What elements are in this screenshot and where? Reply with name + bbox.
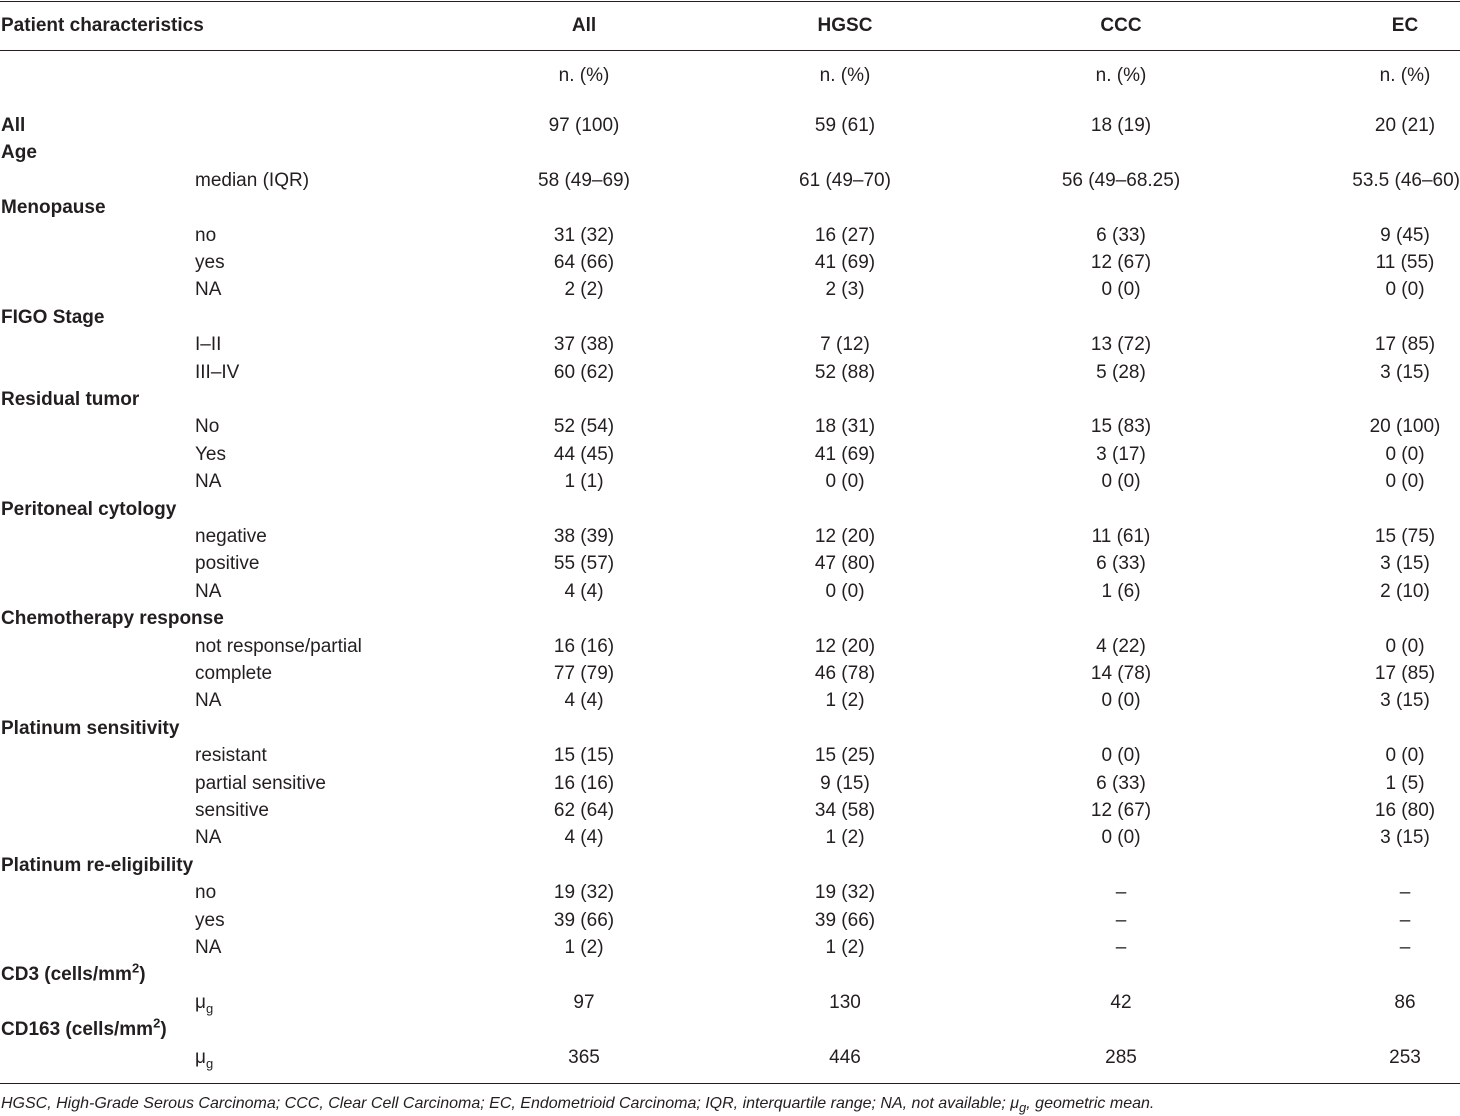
footnote-text: HGSC, High-Grade Serous Carcinoma; CCC, Clear Cell Carcinoma; EC, Endometrioid Carcinoma; IQR, interquartile range; NA, not available; μ bbox=[1, 1095, 1020, 1112]
group-row bbox=[0, 139, 1460, 167]
cell-ccc: 18 (19) bbox=[1090, 115, 1152, 136]
cell-ec: 0 (0) bbox=[1385, 471, 1425, 493]
row-label bbox=[195, 797, 269, 825]
cell-hgsc: 19 (32) bbox=[814, 882, 876, 904]
header-rule bbox=[0, 50, 1460, 51]
row-label-text: NA bbox=[195, 690, 222, 712]
table-row bbox=[0, 276, 1460, 304]
cell-all: 97 (100) bbox=[548, 115, 620, 136]
table-header bbox=[0, 12, 1460, 40]
row-label bbox=[195, 441, 226, 469]
group-label bbox=[1, 139, 37, 167]
cell-all: 97 bbox=[573, 991, 595, 1013]
group-label bbox=[1, 194, 106, 222]
cell-ccc: 4 (22) bbox=[1096, 635, 1146, 657]
table-row bbox=[0, 468, 1460, 496]
cell-ccc: 0 (0) bbox=[1101, 279, 1141, 301]
cell-ccc: 1 (6) bbox=[1101, 580, 1141, 602]
cell-all: 77 (79) bbox=[553, 663, 615, 684]
cell-ccc: 6 (33) bbox=[1096, 553, 1146, 575]
cell-ccc: 0 (0) bbox=[1101, 827, 1141, 849]
cell-all: 52 (54) bbox=[553, 416, 615, 438]
row-label bbox=[195, 633, 362, 661]
cell-all: 44 (45) bbox=[553, 443, 615, 465]
row-label-text: μ bbox=[195, 1046, 206, 1068]
group-label bbox=[1, 112, 25, 140]
row-label-end: ) bbox=[139, 964, 146, 986]
cell-ccc: 285 bbox=[1105, 1046, 1137, 1068]
cell-ccc: 6 (33) bbox=[1096, 772, 1146, 794]
row-label-text: no bbox=[195, 224, 217, 246]
row-label-text: NA bbox=[195, 827, 222, 849]
cell-hgsc: 59 (61) bbox=[814, 115, 876, 136]
row-label bbox=[195, 907, 225, 935]
cell-all: 31 (32) bbox=[553, 224, 615, 246]
cell-ccc: 0 (0) bbox=[1101, 690, 1141, 712]
cell-all: 1 (2) bbox=[564, 937, 604, 958]
cell-all: 38 (39) bbox=[553, 526, 615, 547]
cell-all: 60 (62) bbox=[553, 361, 615, 383]
table-row bbox=[0, 660, 1460, 688]
row-label bbox=[195, 1044, 213, 1072]
row-label bbox=[195, 222, 216, 250]
cell-hgsc: 1 (2) bbox=[825, 937, 865, 958]
table-footnote bbox=[1, 1094, 1154, 1114]
group-row bbox=[0, 605, 1460, 633]
cell-all: 58 (49–69) bbox=[538, 169, 630, 191]
row-label-text: FIGO Stage bbox=[1, 306, 105, 328]
cell-ec: 0 (0) bbox=[1385, 443, 1425, 465]
cell-ccc: 56 (49–68.25) bbox=[1061, 169, 1181, 191]
row-label-superscript: 2 bbox=[131, 961, 140, 977]
cell-hgsc: 7 (12) bbox=[820, 334, 870, 356]
cell-all: 15 (15) bbox=[553, 745, 615, 767]
cell-hgsc: 130 bbox=[829, 991, 861, 1013]
subheader-ec: n. (%) bbox=[1379, 65, 1431, 86]
row-label-text: median (IQR) bbox=[195, 169, 310, 191]
cell-ec: 0 (0) bbox=[1385, 279, 1425, 301]
row-label-text: Chemotherapy response bbox=[1, 608, 224, 630]
table-row bbox=[0, 934, 1460, 962]
row-label-text: resistant bbox=[195, 745, 267, 767]
cell-hgsc: 0 (0) bbox=[825, 580, 865, 602]
cell-ec: 3 (15) bbox=[1380, 361, 1430, 383]
row-label-text: complete bbox=[195, 663, 273, 684]
cell-hgsc: 15 (25) bbox=[814, 745, 876, 767]
subheader-row bbox=[0, 62, 1460, 90]
cell-ec: 3 (15) bbox=[1380, 553, 1430, 575]
header-col-hgsc: HGSC bbox=[817, 15, 873, 36]
cell-ccc: 5 (28) bbox=[1096, 361, 1146, 383]
row-label bbox=[195, 331, 221, 359]
cell-ec: 0 (0) bbox=[1385, 635, 1425, 657]
header-col-ccc: CCC bbox=[1100, 15, 1142, 36]
cell-ec: 20 (21) bbox=[1374, 115, 1436, 136]
table-row bbox=[0, 907, 1460, 935]
table-row bbox=[0, 441, 1460, 469]
cell-all: 16 (16) bbox=[553, 772, 615, 794]
subheader-ccc: n. (%) bbox=[1095, 65, 1147, 86]
cell-hgsc: 39 (66) bbox=[814, 909, 876, 931]
table-row bbox=[0, 989, 1460, 1017]
cell-ec: – bbox=[1399, 882, 1411, 904]
group-row bbox=[0, 112, 1460, 140]
row-label bbox=[195, 550, 259, 578]
footnote-text-end: , geometric mean. bbox=[1026, 1095, 1155, 1112]
cell-ccc: – bbox=[1115, 937, 1127, 958]
row-label-text: NA bbox=[195, 580, 222, 602]
row-label bbox=[195, 413, 219, 441]
cell-hgsc: 47 (80) bbox=[814, 553, 876, 575]
row-label bbox=[195, 660, 272, 688]
row-label-text: All bbox=[1, 115, 26, 136]
row-label bbox=[195, 742, 267, 770]
row-label-text: Menopause bbox=[1, 197, 106, 219]
cell-ec: 15 (75) bbox=[1374, 526, 1436, 547]
cell-all: 39 (66) bbox=[553, 909, 615, 931]
group-row bbox=[0, 304, 1460, 332]
cell-ec: 86 bbox=[1394, 991, 1416, 1013]
cell-hgsc: 34 (58) bbox=[814, 800, 876, 821]
cell-all: 1 (1) bbox=[564, 471, 604, 493]
cell-ec: – bbox=[1399, 937, 1411, 958]
table-row bbox=[0, 331, 1460, 359]
table-row bbox=[0, 550, 1460, 578]
row-label bbox=[195, 687, 221, 715]
cell-ec: 253 bbox=[1389, 1046, 1421, 1068]
group-label bbox=[1, 715, 179, 743]
cell-hgsc: 52 (88) bbox=[814, 361, 876, 383]
cell-ec: 3 (15) bbox=[1380, 690, 1430, 712]
cell-ec: 16 (80) bbox=[1374, 800, 1436, 821]
table-row bbox=[0, 167, 1460, 195]
row-label-text: CD163 (cells/mm bbox=[1, 1019, 154, 1041]
cell-ccc: 14 (78) bbox=[1090, 663, 1152, 684]
cell-all: 4 (4) bbox=[564, 827, 604, 849]
table-row bbox=[0, 578, 1460, 606]
row-label-text: μ bbox=[195, 991, 206, 1013]
table-bottom-rule bbox=[0, 1083, 1460, 1084]
cell-hgsc: 18 (31) bbox=[814, 416, 876, 438]
row-label-text: I–II bbox=[195, 334, 222, 356]
cell-all: 37 (38) bbox=[553, 334, 615, 356]
group-label bbox=[1, 304, 104, 332]
group-row bbox=[0, 386, 1460, 414]
cell-all: 19 (32) bbox=[553, 882, 615, 904]
row-label-text: Platinum re-eligibility bbox=[1, 854, 194, 876]
cell-ccc: 3 (17) bbox=[1096, 443, 1146, 465]
table-row bbox=[0, 687, 1460, 715]
row-label bbox=[195, 167, 309, 195]
row-label-text: Platinum sensitivity bbox=[1, 717, 180, 739]
row-label bbox=[195, 523, 267, 551]
cell-hgsc: 1 (2) bbox=[825, 690, 865, 712]
group-row bbox=[0, 496, 1460, 524]
row-label-text: negative bbox=[195, 526, 267, 547]
row-label-subscript: g bbox=[205, 1055, 214, 1071]
group-label bbox=[1, 496, 176, 524]
header-label: Patient characteristics bbox=[1, 15, 204, 36]
row-label bbox=[195, 879, 216, 907]
table-row bbox=[0, 824, 1460, 852]
cell-ccc: – bbox=[1115, 882, 1127, 904]
group-label bbox=[1, 605, 224, 633]
cell-ccc: – bbox=[1115, 909, 1127, 931]
cell-ccc: 13 (72) bbox=[1090, 334, 1152, 356]
row-label-subscript: g bbox=[205, 1000, 214, 1016]
cell-ccc: 11 (61) bbox=[1091, 526, 1151, 547]
row-label-text: sensitive bbox=[195, 800, 269, 821]
cell-hgsc: 12 (20) bbox=[814, 635, 876, 657]
row-label-text: not response/partial bbox=[195, 635, 362, 657]
table-row bbox=[0, 523, 1460, 551]
cell-hgsc: 46 (78) bbox=[814, 663, 876, 684]
cell-hgsc: 9 (15) bbox=[820, 772, 870, 794]
row-label-text: Peritoneal cytology bbox=[1, 498, 177, 520]
cell-all: 4 (4) bbox=[564, 690, 604, 712]
table-row bbox=[0, 413, 1460, 441]
table-row bbox=[0, 359, 1460, 387]
row-label-superscript: 2 bbox=[153, 1015, 161, 1031]
table-row bbox=[0, 797, 1460, 825]
row-label bbox=[195, 934, 221, 962]
group-label bbox=[1, 386, 139, 414]
row-label-text: Age bbox=[1, 142, 37, 164]
row-label-text: yes bbox=[195, 252, 225, 273]
row-label-text: positive bbox=[195, 553, 260, 575]
group-label bbox=[1, 852, 193, 880]
table-row bbox=[0, 742, 1460, 770]
row-label-text: NA bbox=[195, 471, 222, 493]
row-label-text: CD3 (cells/mm bbox=[1, 964, 132, 986]
cell-ccc: 6 (33) bbox=[1096, 224, 1146, 246]
row-label-text: partial sensitive bbox=[195, 772, 326, 794]
cell-ccc: 42 bbox=[1110, 991, 1132, 1013]
cell-hgsc: 446 bbox=[829, 1046, 861, 1068]
row-label bbox=[195, 770, 326, 798]
cell-ccc: 0 (0) bbox=[1101, 745, 1141, 767]
cell-ec: 11 (55) bbox=[1375, 252, 1435, 273]
group-row bbox=[0, 194, 1460, 222]
cell-all: 4 (4) bbox=[564, 580, 604, 602]
group-row bbox=[0, 1016, 1460, 1044]
row-label-text: yes bbox=[195, 909, 225, 931]
cell-ec: 1 (5) bbox=[1385, 772, 1425, 794]
table-row bbox=[0, 249, 1460, 277]
row-label-text: III–IV bbox=[195, 361, 240, 383]
cell-all: 64 (66) bbox=[553, 252, 615, 273]
cell-all: 62 (64) bbox=[553, 800, 615, 821]
cell-all: 365 bbox=[568, 1046, 600, 1068]
cell-hgsc: 1 (2) bbox=[825, 827, 865, 849]
row-label-text: Residual tumor bbox=[1, 389, 140, 410]
group-row bbox=[0, 961, 1460, 989]
table-row bbox=[0, 879, 1460, 907]
group-row bbox=[0, 852, 1460, 880]
subheader-hgsc: n. (%) bbox=[819, 65, 871, 86]
row-label bbox=[195, 359, 239, 387]
header-col-all: All bbox=[571, 15, 597, 36]
cell-all: 55 (57) bbox=[553, 553, 615, 575]
row-label-end: ) bbox=[160, 1019, 167, 1041]
table-row bbox=[0, 1044, 1460, 1072]
cell-ec: 17 (85) bbox=[1374, 334, 1436, 356]
table-row bbox=[0, 770, 1460, 798]
row-label-text: Yes bbox=[195, 443, 226, 465]
cell-ec: 53.5 (46–60) bbox=[1352, 169, 1460, 191]
row-label bbox=[195, 276, 221, 304]
row-label bbox=[195, 824, 221, 852]
cell-ec: 20 (100) bbox=[1369, 416, 1441, 438]
cell-ec: 3 (15) bbox=[1380, 827, 1430, 849]
cell-ec: – bbox=[1399, 909, 1411, 931]
cell-hgsc: 41 (69) bbox=[814, 252, 876, 273]
cell-hgsc: 41 (69) bbox=[814, 443, 876, 465]
footnote-subscript: g bbox=[1019, 1100, 1027, 1116]
cell-hgsc: 2 (3) bbox=[825, 279, 865, 301]
row-label-text: NA bbox=[195, 937, 222, 958]
group-label bbox=[1, 1016, 167, 1044]
row-label bbox=[195, 249, 225, 277]
row-label bbox=[195, 468, 221, 496]
cell-hgsc: 0 (0) bbox=[825, 471, 865, 493]
cell-ec: 17 (85) bbox=[1374, 663, 1436, 684]
group-row bbox=[0, 715, 1460, 743]
table-top-rule bbox=[0, 1, 1460, 2]
cell-ccc: 12 (67) bbox=[1090, 252, 1152, 273]
cell-hgsc: 16 (27) bbox=[814, 224, 876, 246]
cell-hgsc: 61 (49–70) bbox=[799, 169, 891, 191]
group-label bbox=[1, 961, 146, 989]
row-label-text: NA bbox=[195, 279, 222, 301]
row-label-text: no bbox=[195, 882, 217, 904]
cell-ccc: 12 (67) bbox=[1090, 800, 1152, 821]
cell-ec: 9 (45) bbox=[1380, 224, 1430, 246]
cell-ccc: 15 (83) bbox=[1090, 416, 1152, 438]
cell-all: 16 (16) bbox=[553, 635, 615, 657]
cell-all: 2 (2) bbox=[564, 279, 604, 301]
subheader-all: n. (%) bbox=[558, 65, 610, 86]
table-row bbox=[0, 633, 1460, 661]
row-label-text: No bbox=[195, 416, 220, 438]
cell-ccc: 0 (0) bbox=[1101, 471, 1141, 493]
row-label bbox=[195, 578, 221, 606]
cell-ec: 0 (0) bbox=[1385, 745, 1425, 767]
header-col-ec: EC bbox=[1391, 15, 1419, 36]
cell-hgsc: 12 (20) bbox=[814, 526, 876, 547]
cell-ec: 2 (10) bbox=[1380, 580, 1430, 602]
row-label bbox=[195, 989, 213, 1017]
table-row bbox=[0, 222, 1460, 250]
